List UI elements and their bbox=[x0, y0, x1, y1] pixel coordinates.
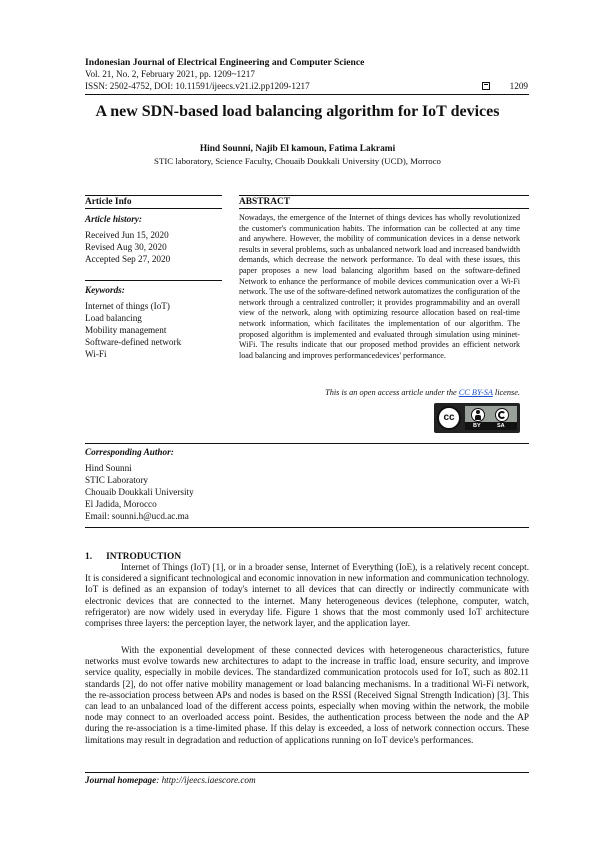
keyword-item: Internet of things (IoT) bbox=[85, 301, 170, 311]
corresponding-line: Hind Sounni bbox=[85, 463, 132, 473]
corresponding-line: Chouaib Doukkali University bbox=[85, 487, 194, 497]
keywords-heading: Keywords: bbox=[85, 285, 125, 295]
abstract-top-rule bbox=[239, 195, 529, 196]
page-icon bbox=[482, 82, 490, 90]
corresponding-line: STIC Laboratory bbox=[85, 475, 149, 485]
introduction-heading: 1. INTRODUCTION bbox=[85, 552, 182, 562]
intro-paragraph-2: With the exponential development of these connected devices with heterogeneous characteristics, future networks must evolve towards new architectures to adapt to the increase in traffic load, ensure security, and improve service quality, especially in mobile devices. The standardized communication protocols used for IoT, such as 802.11 standards [2], do not offer native mobility management or load balancing mechanisms. In a traditional Wi-Fi network, the re-association process between APs and nodes is based on the RSSI (Received Signal Strength Indication) [3]. This can lead to an unbalanced load of the different access points, especially when moving within the network, the mobile node may connect to an overloaded access point. Besides, the authentication process between the node and the AP during the re-association is a time-limited phase. If this delay is exceeded, a loss of network connection occurs. These limitations may result in degradation and reduction of applications running on IoT device's performances. bbox=[85, 645, 529, 745]
abstract-head-rule bbox=[239, 208, 529, 209]
keyword-item: Software-defined network bbox=[85, 337, 182, 347]
article-info-heading: Article Info bbox=[85, 197, 132, 207]
attribution-icon bbox=[471, 408, 485, 422]
history-revised: Revised Aug 30, 2020 bbox=[85, 242, 167, 252]
corresponding-top-rule bbox=[85, 443, 529, 444]
article-history-heading: Article history: bbox=[85, 214, 142, 224]
article-info-top-rule bbox=[85, 195, 222, 196]
paper-title: A new SDN-based load balancing algorithm for IoT devices bbox=[95, 103, 500, 120]
abstract-text: Nowadays, the emergence of the Internet of things devices has wholly revolutionized the customer's communication habits. The information can be collected at any time and anywhere. However, the mobility of communication devices in a dense network results in several problems, such as unbalanced network load and increased bandwidth demands, which decrease the network performance. To deal with these issues, this paper proposes a new load balancing algorithm based on the software-defined Network to enhance the performance of mobile devices communication over a Wi-Fi network. The use of the software-defined network automatizes the configuration of the network through a centralized controller; it provides programmability and an overall view of the network, along with optimizing resource allocation based on real-time network information, which facilitates the implementation of our algorithm. The proposed algorithm is implemented and evaluated through simulation using mininet-WiFi. The results indicate that our proposed method provides an efficient network load balancing and improves performancedevices' performance. bbox=[239, 213, 520, 360]
article-info-head-rule bbox=[85, 208, 222, 209]
authors: Hind Sounni, Najib El kamoun, Fatima Lakrami bbox=[199, 144, 396, 154]
abstract-heading: ABSTRACT bbox=[239, 197, 291, 207]
keyword-item: Wi-Fi bbox=[85, 349, 107, 359]
cc-sa-label: SA bbox=[497, 423, 505, 429]
homepage-label: Journal homepage bbox=[85, 775, 157, 785]
corresponding-line: El Jadida, Morocco bbox=[85, 499, 157, 509]
corresponding-email: Email: sounni.h@ucd.ac.ma bbox=[85, 511, 189, 521]
share-alike-icon bbox=[495, 408, 509, 422]
footer-divider bbox=[85, 772, 529, 773]
cc-by-sa-badge[interactable] bbox=[434, 403, 520, 433]
issn-doi-line: ISSN: 2502-4752, DOI: 10.11591/ijeecs.v21.i2.pp1209-1217 bbox=[85, 81, 310, 91]
corresponding-heading: Corresponding Author: bbox=[85, 447, 174, 457]
license-suffix: license. bbox=[492, 388, 520, 397]
intro-paragraph-1: Internet of Things (IoT) [1], or in a broader sense, Internet of Everything (IoE), is a relatively recent concept. It is considered a significant technological and economic innovation in new information and communication technology. IoT is defined as an expansion of today's internet to all devices that can directly or indirectly communicate with electronic devices that are connected to the internet. Many heterogeneous devices (telephone, computer, watch, refrigerator) are now widely used in everyday life. Figure 1 shows that the most commonly used IoT architecture comprises three layers: the perception layer, the network layer, and the application layer. bbox=[85, 562, 529, 629]
corresponding-bottom-rule bbox=[85, 527, 529, 528]
volume-line: Vol. 21, No. 2, February 2021, pp. 1209~1217 bbox=[85, 69, 255, 79]
homepage-url[interactable]: : http://ijeecs.iaescore.com bbox=[156, 775, 256, 785]
history-received: Received Jun 15, 2020 bbox=[85, 230, 169, 240]
journal-title: Indonesian Journal of Electrical Engineering and Computer Science bbox=[85, 57, 365, 68]
keyword-item: Mobility management bbox=[85, 325, 167, 335]
cc-icon: cc bbox=[437, 406, 461, 430]
header-divider bbox=[85, 94, 529, 95]
license-prefix: This is an open access article under the bbox=[325, 388, 459, 397]
cc-by-label: BY bbox=[473, 423, 481, 429]
affiliation: STIC laboratory, Science Faculty, Chouaib Doukkali University (UCD), Morroco bbox=[154, 156, 441, 166]
journal-homepage bbox=[85, 775, 256, 785]
keyword-item: Load balancing bbox=[85, 313, 142, 323]
license-link[interactable]: CC BY-SA bbox=[458, 388, 493, 397]
history-accepted: Accepted Sep 27, 2020 bbox=[85, 254, 171, 264]
license-line bbox=[239, 388, 520, 397]
page-number: 1209 bbox=[509, 81, 528, 91]
cc-label-strip bbox=[465, 422, 517, 430]
keywords-rule bbox=[85, 280, 222, 281]
